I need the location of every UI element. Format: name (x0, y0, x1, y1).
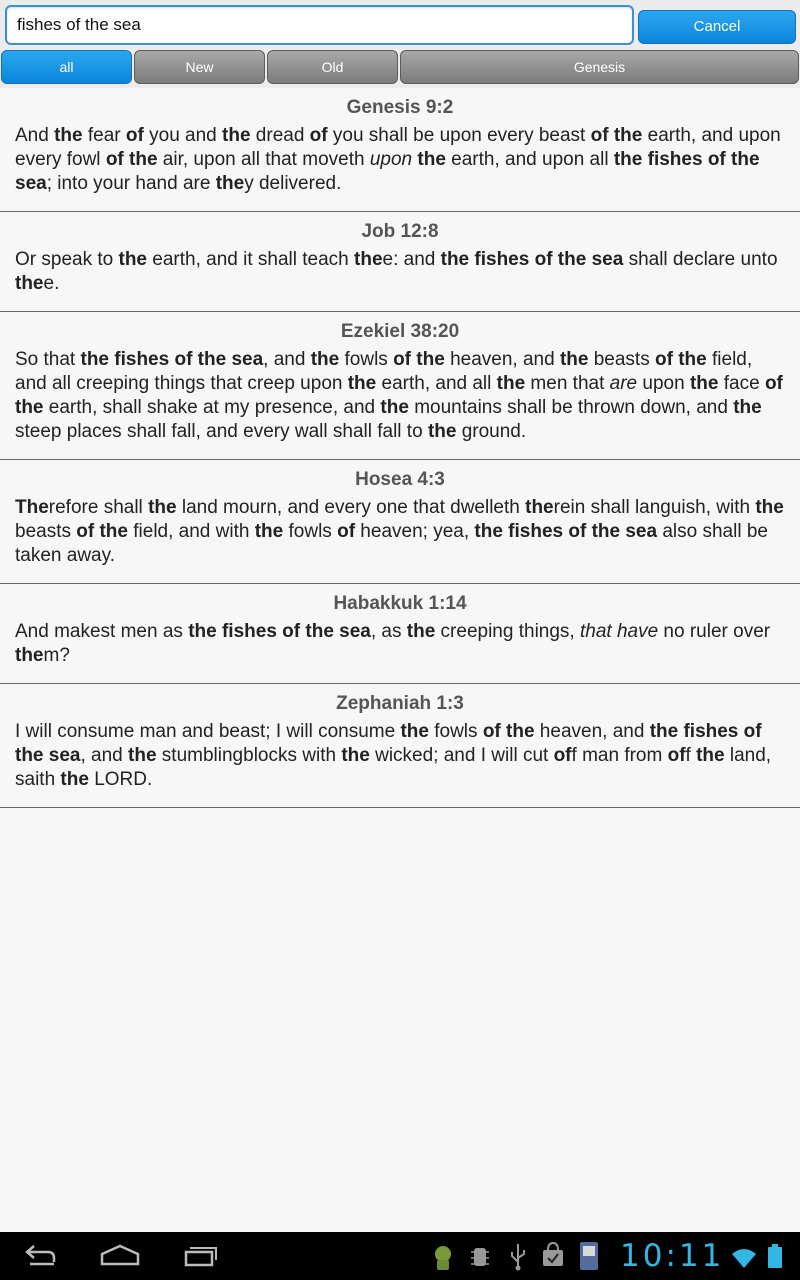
sd-card-icon (576, 1232, 602, 1280)
battery-icon (764, 1232, 786, 1280)
filter-new-button[interactable]: New (134, 50, 265, 84)
status-clock: 10:11 (620, 1238, 725, 1274)
usb-icon (506, 1232, 530, 1280)
verse-reference: Habakkuk 1:14 (333, 593, 467, 614)
verse-reference: Hosea 4:3 (355, 469, 445, 490)
verse-reference: Zephaniah 1:3 (336, 693, 464, 714)
verse-item[interactable] (0, 684, 800, 808)
verse-reference: Genesis 9:2 (346, 97, 454, 118)
store-bag-icon (540, 1232, 566, 1280)
filter-old-button[interactable]: Old (267, 50, 398, 84)
search-toolbar (0, 0, 800, 88)
filter-bar (0, 50, 800, 84)
verse-text: Or speak to the earth, and it shall teach thee: and the fishes of the sea shall declare unto thee. (15, 249, 778, 294)
android-notification-icon (430, 1232, 456, 1280)
home-icon[interactable] (98, 1232, 142, 1280)
debug-icon (468, 1232, 492, 1280)
verse-text: Therefore shall the land mourn, and every one that dwelleth therein shall languish, with the beasts of the field, and with the fowls of heaven; yea, the fishes of the sea also shall be taken away. (15, 497, 784, 566)
recent-apps-icon[interactable] (180, 1232, 222, 1280)
cancel-button[interactable]: Cancel (638, 10, 796, 44)
system-navigation-bar (0, 1232, 800, 1280)
verse-item[interactable] (0, 312, 800, 460)
verse-item[interactable] (0, 212, 800, 312)
verse-item[interactable] (0, 460, 800, 584)
verse-text: I will consume man and beast; I will consume the fowls of the heaven, and the fishes of the sea, and the stumblingblocks with the wicked; and I will cut off man from off the land, saith the LORD. (15, 721, 772, 790)
verse-reference: Ezekiel 38:20 (340, 321, 460, 342)
verse-text: So that the fishes of the sea, and the fowls of the heaven, and the beasts of the field, and all creeping things that creep upon the earth, and all the men that are upon the face of the earth, shall shake at my presence, and the mountains shall be thrown down, and the steep places shall fall, and every wall shall fall to the ground. (15, 349, 783, 442)
verse-item[interactable] (0, 584, 800, 684)
verse-text: And makest men as the fishes of the sea, as the creeping things, that have no ruler over them? (15, 621, 771, 666)
wifi-icon (730, 1232, 758, 1280)
verse-reference: Job 12:8 (361, 221, 439, 242)
search-input[interactable]: fishes of the sea (5, 5, 634, 45)
results-list (0, 88, 800, 808)
filter-all-button[interactable]: all (1, 50, 132, 84)
verse-item[interactable] (0, 88, 800, 212)
filter-genesis-button[interactable]: Genesis (400, 50, 799, 84)
back-icon[interactable] (20, 1232, 62, 1280)
verse-text: And the fear of you and the dread of you shall be upon every beast of the earth, and upon every fowl of the air, upon all that moveth upon the earth, and upon all the fishes of the sea; into your hand are they delivered. (15, 125, 781, 194)
